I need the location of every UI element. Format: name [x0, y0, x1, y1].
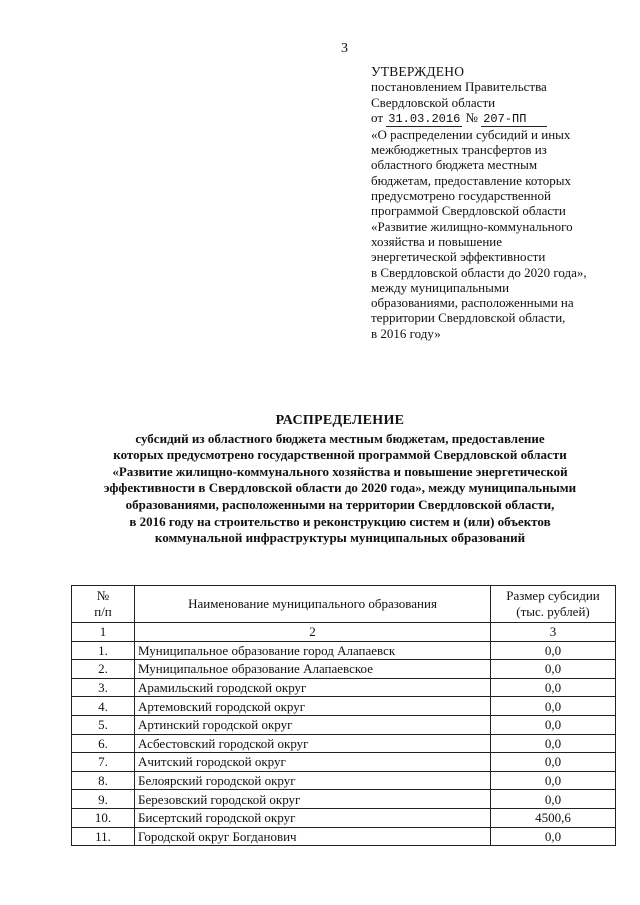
subsidy-amount: 0,0	[491, 697, 616, 716]
municipality-name: Муниципальное образование город Алапаевск	[135, 641, 491, 660]
decree-subject-line: предусмотрено государственной	[371, 188, 551, 204]
subsidy-amount: 0,0	[491, 678, 616, 697]
decree-subject-line: областного бюджета местным	[371, 157, 538, 173]
column-number: 1	[72, 623, 135, 642]
decree-subject-line: в Свердловской области до 2020 года»,	[371, 264, 587, 280]
table-row	[72, 808, 616, 827]
municipality-name: Ачитский городской округ	[135, 753, 491, 772]
row-number: 10.	[72, 808, 135, 827]
subsidy-amount: 0,0	[491, 827, 616, 846]
municipality-name: Бисертский городской округ	[135, 808, 491, 827]
municipality-name: Муниципальное образование Алапаевское	[135, 660, 491, 679]
column-number: 3	[491, 623, 616, 642]
subsidy-amount: 0,0	[491, 660, 616, 679]
subtitle-line: субсидий из областного бюджета местным бюджетам, предоставление	[135, 430, 545, 446]
decree-subject-line: межбюджетных трансфертов из	[371, 142, 547, 158]
approval-heading: УТВЕРЖДЕНО	[371, 64, 465, 79]
decree-subject-line: образованиями, расположенными на	[371, 295, 574, 311]
row-number: 7.	[72, 753, 135, 772]
table-row	[72, 734, 616, 753]
table-row	[72, 641, 616, 660]
municipality-name: Артинский городской округ	[135, 715, 491, 734]
subtitle-line: эффективности в Свердловской области до 2020 года», между муниципальными	[103, 480, 577, 496]
subsidy-amount: 0,0	[491, 753, 616, 772]
decree-subject-line: бюджетам, предоставление которых	[371, 172, 571, 188]
from-prefix: от	[371, 109, 384, 125]
subtitle-line: образованиями, расположенными на территории Свердловской области,	[125, 496, 555, 512]
subsidy-amount: 0,0	[491, 715, 616, 734]
row-number: 3.	[72, 678, 135, 697]
subtitle-line: коммунальной инфраструктуры муниципальных образований	[154, 530, 526, 546]
subsidy-amount: 0,0	[491, 734, 616, 753]
header-name: Наименование муниципального образования	[135, 586, 491, 623]
decree-subject-line: энергетической эффективности	[371, 249, 546, 265]
municipality-name: Арамильский городской округ	[135, 678, 491, 697]
decree-subject	[371, 127, 633, 341]
row-number: 1.	[72, 641, 135, 660]
document-title: РАСПРЕДЕЛЕНИЕ	[275, 413, 405, 428]
decree-subject-line: территории Свердловской области,	[371, 310, 566, 326]
table-row	[72, 715, 616, 734]
page-number: 3	[341, 41, 348, 56]
subsidy-amount: 0,0	[491, 771, 616, 790]
table-row	[72, 827, 616, 846]
approval-date-line	[371, 110, 633, 127]
subsidy-amount: 0,0	[491, 641, 616, 660]
municipality-name: Березовский городской округ	[135, 790, 491, 809]
row-number: 9.	[72, 790, 135, 809]
approval-block	[371, 64, 633, 341]
table-row	[72, 771, 616, 790]
row-number: 8.	[72, 771, 135, 790]
row-number: 4.	[72, 697, 135, 716]
row-number: 5.	[72, 715, 135, 734]
subtitle-line: в 2016 году на строительство и реконструкцию систем и (или) объектов	[129, 513, 551, 529]
subsidy-amount: 4500,6	[491, 808, 616, 827]
table-row	[72, 660, 616, 679]
approval-line-1: постановлением Правительства	[371, 79, 547, 95]
decree-subject-line: между муниципальными	[371, 279, 510, 295]
decree-subject-line: «Развитие жилищно-коммунального	[371, 218, 573, 234]
decree-subject-line: «О распределении субсидий и иных	[371, 126, 571, 142]
subsidy-table	[71, 585, 616, 846]
subsidy-amount: 0,0	[491, 790, 616, 809]
table-header-row	[72, 586, 616, 623]
approval-line-2: Свердловской области	[371, 94, 496, 110]
row-number: 2.	[72, 660, 135, 679]
decree-subject-line: в 2016 году»	[371, 325, 441, 341]
header-number: № п/п	[72, 586, 135, 623]
column-number: 2	[135, 623, 491, 642]
subtitle-line: которых предусмотрено государственной программой Свердловской области	[113, 447, 567, 463]
decree-subject-line: хозяйства и повышение	[371, 233, 503, 249]
table-row	[72, 790, 616, 809]
decree-subject-line: программой Свердловской области	[371, 203, 566, 219]
decree-number: 207-ПП	[481, 113, 547, 127]
column-number-row	[72, 623, 616, 642]
document-title-block	[60, 413, 620, 547]
number-prefix: №	[465, 109, 478, 125]
decree-date: 31.03.2016	[388, 111, 461, 126]
header-amount: Размер субсидии (тыс. рублей)	[491, 586, 616, 623]
table-row	[72, 678, 616, 697]
row-number: 6.	[72, 734, 135, 753]
table-row	[72, 753, 616, 772]
row-number: 11.	[72, 827, 135, 846]
municipality-name: Белоярский городской округ	[135, 771, 491, 790]
subtitle-line: «Развитие жилищно-коммунального хозяйства и повышение энергетической	[112, 463, 568, 479]
municipality-name: Городской округ Богданович	[135, 827, 491, 846]
table-row	[72, 697, 616, 716]
municipality-name: Асбестовский городской округ	[135, 734, 491, 753]
municipality-name: Артемовский городской округ	[135, 697, 491, 716]
document-subtitle	[60, 431, 620, 547]
